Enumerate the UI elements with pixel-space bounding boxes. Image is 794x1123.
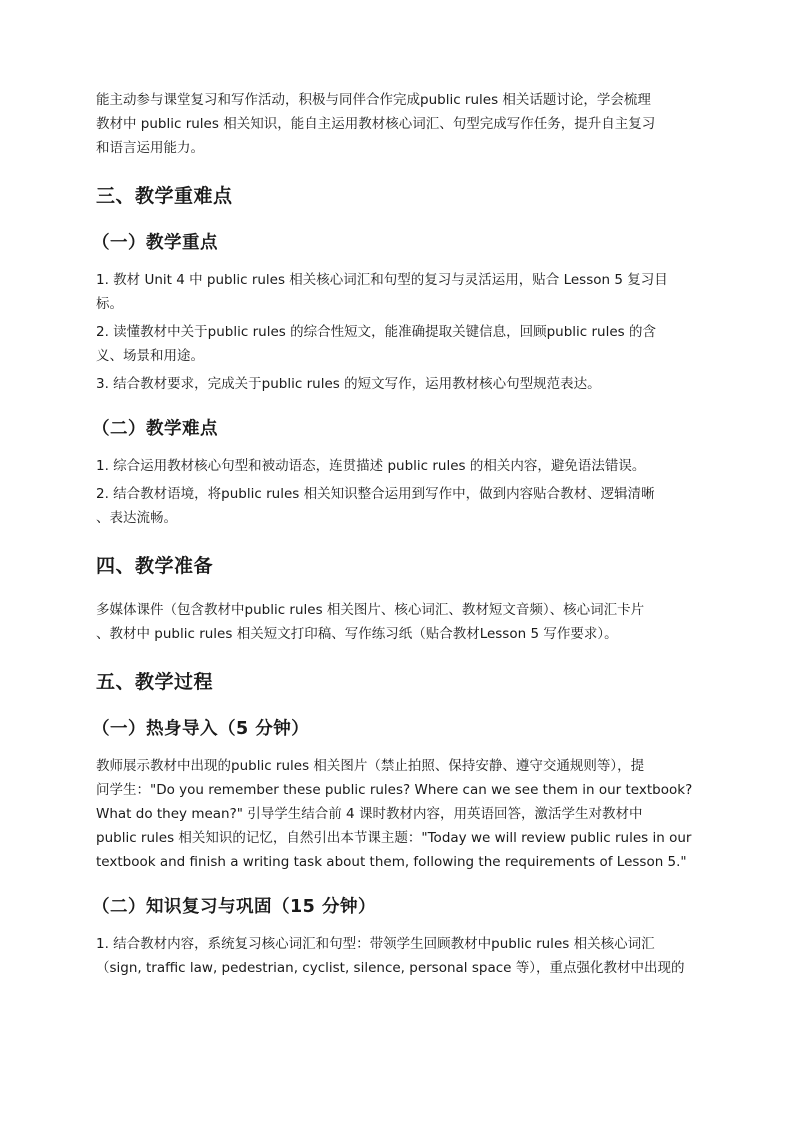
- text-line: 问学生："Do you remember these public rules? Where can we see them in our textbook?: [96, 782, 693, 798]
- text-line: 1. 结合教材内容，系统复习核心词汇和句型：带领学生回顾教材中public rules 相关核心词汇: [96, 936, 655, 952]
- text-line: 3. 结合教材要求，完成关于public rules 的短文写作，运用教材核心句型规范表达。: [96, 376, 601, 392]
- text-line: 、教材中 public rules 相关短文打印稿、写作练习纸（贴合教材Lesson 5 写作要求）。: [96, 626, 618, 642]
- text-line: 能主动参与课堂复习和写作活动，积极与同伴合作完成public rules 相关话题讨论，学会梳理: [96, 92, 651, 108]
- text-line: 教材中 public rules 相关知识，能自主运用教材核心词汇、句型完成写作任务，提升自主复习: [96, 116, 656, 132]
- warm-up-paragraph: [96, 754, 698, 874]
- text-line: 、表达流畅。: [96, 510, 177, 526]
- list-item: [96, 320, 698, 368]
- section-heading-5: 五、教学过程: [96, 671, 214, 693]
- subsection-heading-review: （二）知识复习与巩固（15 分钟）: [92, 897, 376, 917]
- text-line: 义、场景和用途。: [96, 348, 204, 364]
- text-line: 标。: [96, 296, 123, 312]
- text-line: textbook and finish a writing task about them, following the requirements of Lesson 5.": [96, 854, 687, 870]
- list-item: [96, 372, 698, 396]
- text-line: public rules 相关知识的记忆，自然引出本节课主题："Today we will review public rules in our: [96, 830, 692, 846]
- text-line: 2. 读懂教材中关于public rules 的综合性短文，能准确提取关键信息，回顾public rules 的含: [96, 324, 656, 340]
- list-item: [96, 268, 698, 316]
- text-line: 和语言运用能力。: [96, 140, 204, 156]
- section-heading-4: 四、教学准备: [96, 555, 214, 577]
- subsection-heading-warm-up: （一）热身导入（5 分钟）: [92, 719, 310, 739]
- text-line: 教师展示教材中出现的public rules 相关图片（禁止拍照、保持安静、遵守交通规则等），提: [96, 758, 645, 774]
- text-line: What do they mean?" 引导学生结合前 4 课时教材内容，用英语回答，激活学生对教材中: [96, 806, 643, 822]
- review-paragraph: [96, 932, 698, 980]
- intro-paragraph: [96, 88, 698, 160]
- text-line: （sign, traffic law, pedestrian, cyclist, silence, personal space 等），重点强化教材中出现的: [96, 960, 685, 976]
- subsection-heading-difficulties: （二）教学难点: [92, 419, 218, 439]
- list-item: [96, 482, 698, 530]
- text-line: 1. 教材 Unit 4 中 public rules 相关核心词汇和句型的复习与灵活运用，贴合 Lesson 5 复习目: [96, 272, 668, 288]
- subsection-heading-key-points: （一）教学重点: [92, 233, 218, 253]
- preparation-paragraph: [96, 598, 698, 646]
- section-heading-3: 三、教学重难点: [96, 185, 233, 207]
- text-line: 2. 结合教材语境，将public rules 相关知识整合运用到写作中，做到内容贴合教材、逻辑清晰: [96, 486, 655, 502]
- list-item: [96, 454, 698, 478]
- text-line: 多媒体课件（包含教材中public rules 相关图片、核心词汇、教材短文音频）、核心词汇卡片: [96, 602, 645, 618]
- text-line: 1. 综合运用教材核心句型和被动语态，连贯描述 public rules 的相关内容，避免语法错误。: [96, 458, 646, 474]
